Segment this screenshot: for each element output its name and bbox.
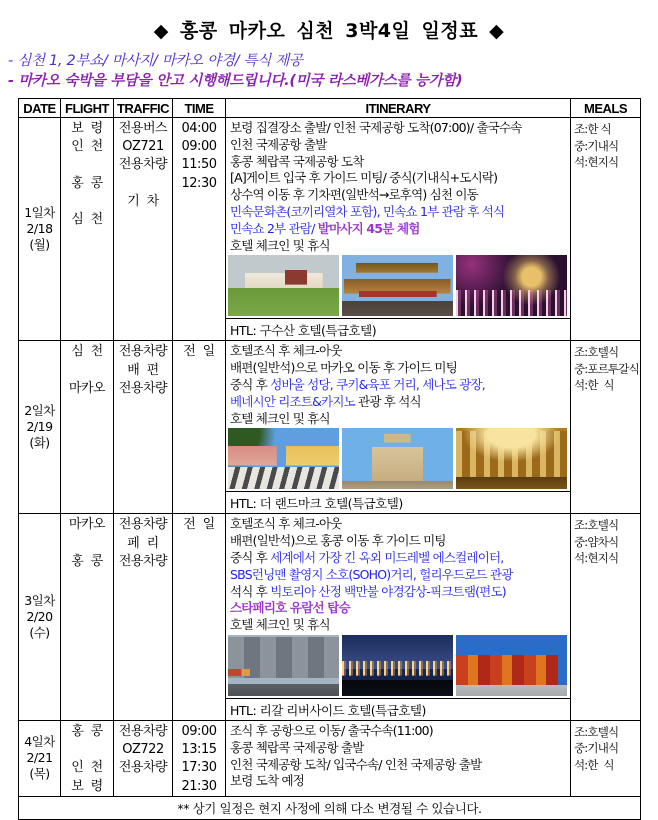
time-cell-day1 (173, 118, 225, 340)
flight-line: 보 령 (71, 121, 103, 136)
date-line: 2/18 (26, 221, 53, 237)
date-line: (화) (29, 435, 50, 451)
itinerary-text-segment: 스타페리호 유람선 탑승 (230, 600, 350, 616)
date-line: 2/19 (26, 419, 53, 435)
itinerary-text-segment: 호텔 체크인 및 휴식 (230, 237, 330, 253)
flight-line (61, 362, 113, 380)
itinerary-text-segment: 중식 후 (230, 549, 271, 565)
flight-line (61, 193, 113, 211)
flight-line: 심 천 (71, 211, 103, 227)
itinerary-line (230, 723, 570, 740)
photo-victoria-peak-night (342, 635, 453, 696)
date-cell-day1 (19, 118, 60, 340)
photo-hongkong-street (228, 635, 339, 696)
meal-line: 조:한 식 (574, 122, 611, 136)
flight-line: 홍 콩 (71, 553, 103, 569)
meal-line: 중:얌차식 (574, 534, 619, 549)
flight-line (61, 741, 113, 759)
itinerary-line (230, 516, 570, 533)
itinerary-line (230, 204, 570, 221)
itinerary-line (230, 238, 570, 255)
itinerary-text-segment: 홍콩 첵랍콕 국제공항 출발 (230, 739, 364, 755)
itinerary-lines (226, 721, 570, 796)
flight-line: 홍 콩 (71, 723, 103, 739)
time-line: 21:30 (181, 778, 217, 794)
date-cell-day2 (19, 341, 60, 513)
photo-splendid-china-palace (228, 255, 339, 316)
itinerary-text-segment: 배편(일반석)으로 마카오 이동 후 가이드 미팅 (230, 360, 457, 376)
itinerary-line (230, 411, 570, 428)
itinerary-line (230, 600, 570, 617)
photo-strip-day1 (226, 254, 570, 318)
itinerary-line (230, 377, 570, 394)
traffic-cell-day2 (114, 341, 172, 513)
meal-line: 석:현지식 (574, 155, 619, 169)
meal-line: 중:기내식 (574, 741, 619, 756)
traffic-line: 전용차량 (118, 344, 168, 360)
itinerary-line (230, 567, 570, 584)
itinerary-line (230, 360, 570, 377)
date-cell-day3 (19, 514, 60, 720)
traffic-line: 전용차량 (118, 553, 168, 569)
col-header-meals: MEALS (571, 99, 640, 117)
time-cell-day2 (173, 341, 225, 513)
time-line: 13:15 (181, 742, 217, 758)
traffic-cell-day3 (114, 514, 172, 720)
itinerary-text-segment: 중식 후 (230, 376, 271, 392)
date-line: 2/21 (26, 750, 53, 766)
itinerary-text-segment: 호텔 체크인 및 휴식 (230, 410, 330, 426)
itinerary-text-segment: 성바울 성당, 쿠키&육포 거리, 세나도 광장, (270, 376, 485, 392)
meal-line: 중:포르투갈식 (574, 361, 639, 376)
meal-line: 석:한 식 (574, 378, 614, 393)
flight-line: 홍 콩 (71, 175, 103, 191)
col-header-flight: FLIGHT (61, 99, 113, 117)
meal-line: 조:호텔식 (574, 724, 619, 739)
itinerary-line (230, 137, 570, 154)
time-line: 09:00 (181, 723, 217, 739)
photo-night-fountain-show (456, 255, 567, 316)
traffic-line (114, 175, 172, 193)
table-footnote: ** 상기 일정은 현지 사정에 의해 다소 변경될 수 있습니다. (19, 797, 640, 819)
photo-strip-day3 (226, 634, 570, 698)
itinerary-text-segment: 호텔 체크인 및 휴식 (230, 617, 330, 633)
time-line: 09:00 (181, 139, 217, 155)
photo-poster-wall-street (456, 635, 567, 696)
time-line: 12:30 (181, 175, 217, 191)
itinerary-line (230, 170, 570, 187)
itinerary-text-segment: 보령 집결장소 출발/ 인천 국제공항 도착(07:00)/ 출국수속 (230, 120, 522, 135)
col-header-traffic: TRAFFIC (114, 99, 172, 117)
itinerary-cell-day3 (226, 514, 570, 720)
col-header-date: DATE (19, 99, 60, 117)
itinerary-text-segment: 베네시안 리조트&카지노 (230, 393, 359, 409)
flight-line: 인 천 (71, 139, 103, 155)
traffic-line: 배 편 (127, 362, 159, 378)
date-cell-day4 (19, 721, 60, 796)
flight-line: 마카오 (68, 517, 106, 533)
hotel-line-day2: HTL: 더 랜드마크 호텔(특급호텔) (226, 491, 570, 513)
itinerary-text-segment: SBS런닝맨 촬영지 소호(SOHO)거리, 헐리우드로드 관광 (230, 566, 513, 582)
itinerary-text-segment: 발마사지 45분 체험 (317, 220, 420, 236)
traffic-line: 전용차량 (118, 760, 168, 776)
flight-cell-day4 (61, 721, 113, 796)
itinerary-cell-day4 (226, 721, 570, 796)
date-line: (수) (29, 625, 50, 641)
itinerary-line (230, 154, 570, 171)
time-line: 전 일 (183, 344, 215, 360)
note-line-2: - 마카오 숙박을 부담을 안고 시행해드립니다.(미국 라스베가스를 능가함) (8, 73, 463, 89)
itinerary-cell-day2 (226, 341, 570, 513)
hotel-line-day1: HTL: 구수산 호텔(특급호텔) (226, 318, 570, 340)
itinerary-line (230, 394, 570, 411)
itinerary-text-segment: 상수역 이동 후 기차편(일반석→로후역) 심천 이동 (230, 187, 478, 203)
time-cell-day3 (173, 514, 225, 720)
photo-china-folk-temple (342, 255, 453, 316)
time-line: 전 일 (183, 517, 215, 533)
meals-cell-day2 (571, 341, 640, 513)
meals-cell-day3 (571, 514, 640, 720)
traffic-line: OZ721 (122, 139, 164, 155)
itinerary-line (230, 120, 570, 137)
traffic-cell-day1 (114, 118, 172, 340)
col-header-time: TIME (173, 99, 225, 117)
flight-line (61, 535, 113, 553)
traffic-line: OZ722 (122, 742, 164, 758)
itinerary-line (230, 617, 570, 634)
itinerary-text-segment: 조식 후 공항으로 이동/ 출국수속(11:00) (230, 722, 433, 738)
itinerary-line (230, 550, 570, 567)
note-line-1: - 심천 1, 2부쇼/ 마사지/ 마카오 야경/ 특식 제공 (8, 53, 303, 69)
traffic-line: 전용차량 (118, 517, 168, 533)
flight-cell-day3 (61, 514, 113, 720)
date-line: 2일차 (24, 403, 55, 419)
itinerary-table (18, 98, 641, 820)
itinerary-text-segment: 보령 도착 예정 (230, 773, 304, 789)
date-line: 3일차 (24, 593, 55, 609)
flight-line: 심 천 (71, 344, 103, 360)
time-line: 11:50 (181, 157, 217, 173)
itinerary-text-segment: 석식 후 (230, 583, 271, 599)
itinerary-text-segment: 민속문화촌(코끼리열차 포함), 민속쇼 1부 관람 후 석식 (230, 203, 505, 219)
itinerary-text-segment: 인천 국제공항 출발 (230, 136, 327, 152)
itinerary-line (230, 757, 570, 774)
meal-line: 중:기내식 (574, 138, 619, 153)
itinerary-text-segment: 호텔조식 후 체크-아웃 (230, 343, 342, 359)
itinerary-line (230, 221, 570, 238)
flight-line: 마카오 (68, 380, 106, 396)
itinerary-line (230, 343, 570, 360)
hotel-line-day3: HTL: 리갈 리버사이드 호텔(특급호텔) (226, 698, 570, 720)
meal-line: 석:한 식 (574, 757, 614, 772)
meal-line: 조:호텔식 (574, 345, 619, 360)
traffic-line: 페 리 (127, 535, 159, 551)
flight-line (61, 156, 113, 174)
itinerary-text-segment: [A]게이트 입국 후 가이드 미팅/ 중식(기내식+도시락) (230, 170, 498, 186)
date-line: 4일차 (24, 734, 55, 750)
flight-cell-day2 (61, 341, 113, 513)
itinerary-text-segment: 빅토리아 산정 백만불 야경감상-픽크트램(편도) (270, 583, 506, 599)
meal-line: 조:호텔식 (574, 518, 619, 533)
itinerary-text-segment: 배편(일반석)으로 홍콩 이동 후 가이드 미팅 (230, 533, 446, 549)
traffic-cell-day4 (114, 721, 172, 796)
itinerary-text-segment: 관광 후 석식 (358, 393, 421, 409)
itinerary-cell-day1 (226, 118, 570, 340)
traffic-line: 전용차량 (118, 157, 168, 173)
time-line: 04:00 (181, 121, 217, 136)
meals-cell-day1 (571, 118, 640, 340)
date-line: (목) (29, 766, 50, 782)
itinerary-lines (226, 118, 570, 254)
itinerary-line (230, 773, 570, 790)
itinerary-line (230, 740, 570, 757)
photo-strip-day2 (226, 427, 570, 491)
photo-st-pauls-ruins (342, 428, 453, 489)
itinerary-text-segment: 세계에서 가장 긴 옥외 미드레벨 에스컬레이터, (270, 549, 504, 565)
photo-senado-square (228, 428, 339, 489)
itinerary-line (230, 533, 570, 550)
col-header-itinerary: ITINERARY (226, 99, 570, 117)
flight-line: 보 령 (71, 778, 103, 794)
time-cell-day4 (173, 721, 225, 796)
page-title: ◆ 홍콩 마카오 심천 3박4일 일정표 ◆ (153, 20, 505, 42)
itinerary-text-segment: 민속쇼 2부 관람/ (230, 220, 318, 236)
itinerary-lines (226, 341, 570, 427)
itinerary-text-segment: 호텔조식 후 체크-아웃 (230, 516, 342, 532)
date-line: 2/20 (26, 609, 53, 625)
itinerary-text-segment: 홍콩 첵랍콕 국제공항 도착 (230, 153, 364, 169)
itinerary-text-segment: 인천 국제공항 도착/ 입국수속/ 인천 국제공항 출발 (230, 756, 482, 772)
flight-cell-day1 (61, 118, 113, 340)
meals-cell-day4 (571, 721, 640, 796)
time-line: 17:30 (181, 760, 217, 776)
meal-line: 석:현지식 (574, 551, 619, 566)
itinerary-lines (226, 514, 570, 634)
itinerary-line (230, 584, 570, 601)
traffic-line: 전용차량 (118, 723, 168, 739)
traffic-line: 전용차량 (118, 380, 168, 396)
date-line: 1일차 (24, 205, 55, 221)
traffic-line: 기 차 (127, 193, 159, 209)
flight-line: 인 천 (71, 760, 103, 776)
photo-venetian-interior (456, 428, 567, 489)
date-line: (월) (29, 237, 50, 253)
itinerary-line (230, 187, 570, 204)
traffic-line: 전용버스 (118, 121, 168, 136)
